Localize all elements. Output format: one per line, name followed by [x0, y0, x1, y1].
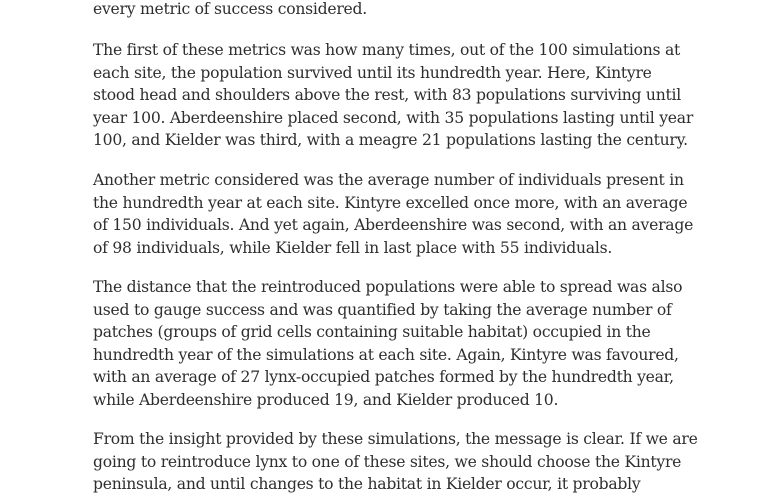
paragraph-population-metric	[93, 169, 693, 259]
text-line: year 100. Aberdeenshire placed second, with 35 populations lasting until year	[93, 108, 694, 127]
text-line: going to reintroduce lynx to one of these sites, we should choose the Kintyre	[93, 452, 682, 471]
text-line: patches (groups of grid cells containing suitable habitat) occupied in the	[93, 323, 651, 341]
paragraph-conclusion	[93, 428, 698, 494]
text-line: of 150 individuals. And yet again, Aberdeenshire was second, with an average	[93, 216, 694, 234]
text-line: each site, the population survived until its hundredth year. Here, Kintyre	[93, 63, 652, 82]
text-line: 100, and Kielder was third, with a meagre 21 populations lasting the century.	[93, 131, 688, 149]
text-line: every metric of success considered.	[93, 0, 367, 18]
text-line: The first of these metrics was how many times, out of the 100 simulations at	[93, 41, 681, 59]
text-line: stood head and shoulders above the rest, with 83 populations surviving until	[93, 86, 682, 104]
paragraph-intro-tail	[93, 0, 693, 21]
text-line: Another metric considered was the average number of individuals present in	[93, 171, 684, 189]
paragraph-spread-metric	[93, 276, 693, 411]
text-line: while Aberdeenshire produced 19, and Kielder produced 10.	[93, 390, 559, 409]
text-line: used to gauge success and was quantified by taking the average number of	[93, 300, 672, 319]
text-line: with an average of 27 lynx-occupied patches formed by the hundredth year,	[93, 368, 674, 386]
text-line: hundredth year of the simulations at each site. Again, Kintyre was favoured,	[93, 345, 679, 364]
text-line: of 98 individuals, while Kielder fell in last place with 55 individuals.	[93, 238, 613, 257]
text-line: peninsula, and until changes to the habitat in Kielder occur, it probably	[93, 475, 641, 493]
text-line: From the insight provided by these simulations, the message is clear. If we are	[93, 430, 698, 448]
paragraph-survival-metric	[93, 39, 693, 152]
text-line: the hundredth year at each site. Kintyre excelled once more, with an average	[93, 193, 688, 212]
text-line: The distance that the reintroduced populations were able to spread was also	[93, 278, 683, 296]
